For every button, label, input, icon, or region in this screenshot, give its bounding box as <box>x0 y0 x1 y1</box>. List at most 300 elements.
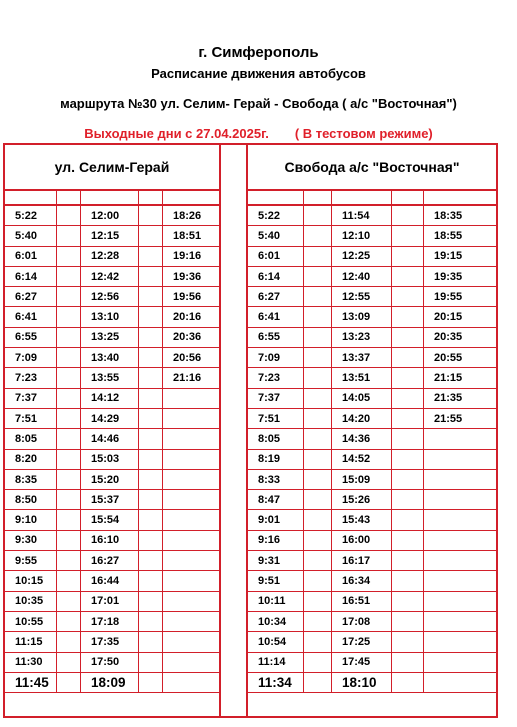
departure-time: 7:23 <box>5 368 57 387</box>
spacer-cell <box>57 287 81 306</box>
spacer-cell <box>139 206 163 225</box>
departure-time: 12:10 <box>332 226 392 245</box>
departure-time <box>424 592 496 611</box>
departure-time: 15:20 <box>81 470 139 489</box>
departure-time <box>163 389 219 408</box>
timetable-row <box>248 551 496 571</box>
spacer-cell <box>304 389 332 408</box>
departure-time: 14:36 <box>332 429 392 448</box>
timetable-row <box>248 490 496 510</box>
departure-time <box>163 632 219 651</box>
timetable-row <box>248 571 496 591</box>
departure-time: 14:12 <box>81 389 139 408</box>
departure-time: 9:16 <box>248 531 304 550</box>
departure-time: 6:14 <box>5 267 57 286</box>
timetable-row <box>5 307 219 327</box>
spacer-cell <box>304 490 332 509</box>
departure-time: 12:42 <box>81 267 139 286</box>
departure-time: 13:37 <box>332 348 392 367</box>
spacer-cell <box>57 612 81 631</box>
spacer-cell <box>392 191 424 204</box>
spacer-cell <box>57 450 81 469</box>
spacer-cell <box>392 348 424 367</box>
spacer-cell <box>57 429 81 448</box>
spacer-cell <box>139 429 163 448</box>
departure-time: 6:41 <box>248 307 304 326</box>
spacer-cell <box>392 490 424 509</box>
spacer-cell <box>304 328 332 347</box>
right-timetable <box>246 143 498 718</box>
departure-time <box>163 653 219 672</box>
departure-time: 12:28 <box>81 247 139 266</box>
departure-time: 12:00 <box>81 206 139 225</box>
timetable-row <box>248 470 496 490</box>
departure-time <box>424 653 496 672</box>
departure-time: 12:25 <box>332 247 392 266</box>
departure-time: 18:55 <box>434 229 463 242</box>
departure-time: 8:35 <box>5 470 57 489</box>
spacer-cell <box>139 632 163 651</box>
departure-time <box>424 551 496 570</box>
spacer-cell <box>304 368 332 387</box>
spacer-cell <box>139 389 163 408</box>
departure-time: 6:27 <box>248 287 304 306</box>
spacer-cell <box>304 531 332 550</box>
timetable-row <box>5 287 219 307</box>
departure-time: 19:15 <box>434 250 463 263</box>
spacer-cell <box>139 571 163 590</box>
spacer-cell <box>81 191 139 204</box>
right-timetable-title: Свобода а/с "Восточная" <box>248 145 496 191</box>
spacer-cell <box>139 592 163 611</box>
spacer-cell <box>57 510 81 529</box>
spacer-cell <box>57 551 81 570</box>
departure-time: 16:44 <box>81 571 139 590</box>
departure-time: 14:52 <box>332 450 392 469</box>
right-timetable-grid <box>248 191 496 693</box>
departure-time: 17:01 <box>81 592 139 611</box>
spacer-cell <box>332 191 392 204</box>
spacer-cell <box>304 409 332 428</box>
spacer-cell <box>392 328 424 347</box>
departure-time: 9:01 <box>248 510 304 529</box>
spacer-cell <box>304 191 332 204</box>
departure-time <box>424 490 496 509</box>
departure-time: 7:09 <box>248 348 304 367</box>
departure-time: 20:36 <box>173 331 202 344</box>
spacer-cell <box>139 531 163 550</box>
spacer-cell <box>57 307 81 326</box>
city-title: г. Симферополь <box>198 44 319 61</box>
spacer-cell <box>392 510 424 529</box>
timetable-row <box>248 206 496 226</box>
departure-time: 12:40 <box>332 267 392 286</box>
departure-time <box>163 673 219 692</box>
timetable-row <box>5 632 219 652</box>
spacer-cell <box>392 612 424 631</box>
table-divider <box>221 143 246 718</box>
departure-time: 16:00 <box>332 531 392 550</box>
departure-time <box>424 612 496 631</box>
spacer-cell <box>304 267 332 286</box>
departure-time: 8:33 <box>248 470 304 489</box>
spacer-cell <box>139 612 163 631</box>
departure-time: 15:03 <box>81 450 139 469</box>
departure-time: 8:19 <box>248 450 304 469</box>
departure-time <box>163 450 219 469</box>
departure-time: 21:35 <box>434 392 463 405</box>
departure-time: 13:51 <box>332 368 392 387</box>
timetable-row <box>5 429 219 449</box>
departure-time: 10:54 <box>248 632 304 651</box>
departure-time: 6:41 <box>5 307 57 326</box>
schedule-title: Расписание движения автобусов <box>151 66 366 81</box>
spacer-cell <box>139 307 163 326</box>
header-spacer-row <box>5 191 219 206</box>
departure-time: 13:55 <box>81 368 139 387</box>
departure-time: 17:35 <box>81 632 139 651</box>
departure-time: 16:17 <box>332 551 392 570</box>
departure-time: 14:29 <box>81 409 139 428</box>
departure-time <box>163 612 219 631</box>
spacer-cell <box>304 632 332 651</box>
timetable-row <box>5 328 219 348</box>
departure-time: 8:50 <box>5 490 57 509</box>
departure-time: 11:45 <box>5 673 57 692</box>
departure-time: 19:36 <box>173 270 202 283</box>
departure-time: 7:37 <box>5 389 57 408</box>
spacer-cell <box>57 206 81 225</box>
spacer-cell <box>57 348 81 367</box>
spacer-cell <box>139 450 163 469</box>
departure-time: 11:30 <box>5 653 57 672</box>
spacer-cell <box>392 267 424 286</box>
spacer-cell <box>392 368 424 387</box>
departure-time: 10:34 <box>248 612 304 631</box>
departure-time: 15:26 <box>332 490 392 509</box>
departure-time: 9:30 <box>5 531 57 550</box>
timetable-row <box>5 653 219 673</box>
spacer-cell <box>392 551 424 570</box>
departure-time: 9:55 <box>5 551 57 570</box>
departure-time: 6:55 <box>5 328 57 347</box>
departure-time: 5:22 <box>248 206 304 225</box>
timetable-row <box>248 653 496 673</box>
departure-time: 18:26 <box>173 209 202 222</box>
departure-time: 7:51 <box>248 409 304 428</box>
spacer-cell <box>57 673 81 692</box>
departure-time: 7:51 <box>5 409 57 428</box>
departure-time <box>424 450 496 469</box>
spacer-cell <box>392 450 424 469</box>
departure-time: 19:56 <box>173 290 202 303</box>
timetable-row <box>248 267 496 287</box>
departure-time: 6:27 <box>5 287 57 306</box>
departure-time: 6:01 <box>248 247 304 266</box>
departure-time: 20:15 <box>434 311 463 324</box>
spacer-cell <box>139 368 163 387</box>
spacer-cell <box>304 307 332 326</box>
departure-time: 6:01 <box>5 247 57 266</box>
departure-time: 5:40 <box>248 226 304 245</box>
timetable-row <box>248 247 496 267</box>
departure-time <box>163 551 219 570</box>
departure-time: 16:10 <box>81 531 139 550</box>
timetable-row <box>248 612 496 632</box>
departure-time: 20:55 <box>434 351 463 364</box>
spacer-cell <box>139 247 163 266</box>
departure-time: 12:56 <box>81 287 139 306</box>
timetable-row <box>5 368 219 388</box>
departure-time <box>424 571 496 590</box>
timetable-row <box>248 531 496 551</box>
spacer-cell <box>139 191 163 204</box>
spacer-cell <box>139 226 163 245</box>
departure-time: 18:51 <box>173 229 202 242</box>
spacer-cell <box>304 551 332 570</box>
spacer-cell <box>57 191 81 204</box>
spacer-cell <box>57 490 81 509</box>
timetable-row <box>248 673 496 693</box>
timetable-row <box>248 429 496 449</box>
spacer-cell <box>139 470 163 489</box>
spacer-cell <box>304 673 332 692</box>
spacer-cell <box>392 429 424 448</box>
departure-time: 8:05 <box>248 429 304 448</box>
spacer-cell <box>139 348 163 367</box>
departure-time: 9:51 <box>248 571 304 590</box>
header-spacer-row <box>248 191 496 206</box>
spacer-cell <box>57 267 81 286</box>
timetable-row <box>5 450 219 470</box>
spacer-cell <box>392 287 424 306</box>
departure-time: 12:15 <box>81 226 139 245</box>
departure-time: 14:20 <box>332 409 392 428</box>
departure-time: 10:35 <box>5 592 57 611</box>
timetable-row <box>5 510 219 530</box>
departure-time <box>424 470 496 489</box>
departure-time: 17:18 <box>81 612 139 631</box>
spacer-cell <box>304 247 332 266</box>
departure-time: 8:05 <box>5 429 57 448</box>
departure-time: 5:22 <box>5 206 57 225</box>
spacer-cell <box>57 409 81 428</box>
departure-time: 17:45 <box>332 653 392 672</box>
timetable-row <box>5 389 219 409</box>
left-timetable <box>3 143 221 718</box>
spacer-cell <box>304 571 332 590</box>
departure-time: 15:37 <box>81 490 139 509</box>
departure-time: 20:35 <box>434 331 463 344</box>
departure-time: 8:20 <box>5 450 57 469</box>
spacer-cell <box>304 470 332 489</box>
departure-time: 14:05 <box>332 389 392 408</box>
spacer-cell <box>248 191 304 204</box>
departure-time: 17:50 <box>81 653 139 672</box>
spacer-cell <box>5 191 57 204</box>
spacer-cell <box>304 510 332 529</box>
departure-time: 17:25 <box>332 632 392 651</box>
departure-time: 12:55 <box>332 287 392 306</box>
spacer-cell <box>57 247 81 266</box>
spacer-cell <box>392 226 424 245</box>
departure-time: 16:51 <box>332 592 392 611</box>
departure-time: 16:27 <box>81 551 139 570</box>
departure-time: 13:23 <box>332 328 392 347</box>
departure-time: 7:23 <box>248 368 304 387</box>
spacer-cell <box>424 191 496 204</box>
timetable-row <box>248 592 496 612</box>
departure-time: 16:34 <box>332 571 392 590</box>
departure-time <box>163 531 219 550</box>
departure-time: 18:09 <box>81 673 139 692</box>
spacer-cell <box>57 368 81 387</box>
spacer-cell <box>139 328 163 347</box>
departure-time: 18:10 <box>332 673 392 692</box>
spacer-cell <box>304 206 332 225</box>
departure-time: 21:55 <box>434 412 463 425</box>
spacer-cell <box>304 429 332 448</box>
left-timetable-title: ул. Селим-Герай <box>5 145 219 191</box>
departure-time: 17:08 <box>332 612 392 631</box>
spacer-cell <box>304 287 332 306</box>
spacer-cell <box>139 267 163 286</box>
left-timetable-grid <box>5 191 219 693</box>
timetable-row <box>5 612 219 632</box>
timetable-row <box>248 450 496 470</box>
departure-time <box>163 510 219 529</box>
departure-time: 9:31 <box>248 551 304 570</box>
spacer-cell <box>304 450 332 469</box>
spacer-cell <box>139 409 163 428</box>
departure-time: 18:35 <box>434 209 463 222</box>
departure-time: 14:46 <box>81 429 139 448</box>
spacer-cell <box>392 653 424 672</box>
departure-time: 20:16 <box>173 311 202 324</box>
route-title: маршрута №30 ул. Селим- Герай - Свобода ( а/с "Восточная") <box>60 96 457 111</box>
timetable-row <box>248 368 496 388</box>
spacer-cell <box>392 592 424 611</box>
timetable-row <box>248 307 496 327</box>
departure-time: 8:47 <box>248 490 304 509</box>
timetable-row <box>5 409 219 429</box>
spacer-cell <box>139 653 163 672</box>
timetable-row <box>5 226 219 246</box>
timetable-row <box>5 348 219 368</box>
departure-time: 10:11 <box>248 592 304 611</box>
departure-time: 10:15 <box>5 571 57 590</box>
timetable-row <box>5 267 219 287</box>
departure-time: 15:09 <box>332 470 392 489</box>
departure-time: 5:40 <box>5 226 57 245</box>
timetable-row <box>248 409 496 429</box>
timetable-row <box>248 226 496 246</box>
departure-time: 13:09 <box>332 307 392 326</box>
departure-time <box>424 531 496 550</box>
timetable-row <box>5 531 219 551</box>
spacer-cell <box>392 389 424 408</box>
timetable-row <box>5 490 219 510</box>
departure-time <box>163 571 219 590</box>
spacer-cell <box>392 247 424 266</box>
departure-time <box>163 409 219 428</box>
departure-time: 11:15 <box>5 632 57 651</box>
departure-time: 11:14 <box>248 653 304 672</box>
spacer-cell <box>57 328 81 347</box>
spacer-cell <box>57 632 81 651</box>
timetable-row <box>5 206 219 226</box>
departure-time: 15:54 <box>81 510 139 529</box>
timetable-row <box>248 632 496 652</box>
spacer-cell <box>57 653 81 672</box>
timetable-row <box>5 551 219 571</box>
departure-time: 11:54 <box>332 206 392 225</box>
departure-time: 6:55 <box>248 328 304 347</box>
spacer-cell <box>392 632 424 651</box>
timetable-row <box>248 348 496 368</box>
days-label: Выходные дни с 27.04.2025г. <box>84 126 269 141</box>
timetable-row <box>5 470 219 490</box>
departure-time: 13:25 <box>81 328 139 347</box>
spacer-cell <box>304 226 332 245</box>
timetable-row <box>5 247 219 267</box>
spacer-cell <box>57 470 81 489</box>
spacer-cell <box>139 510 163 529</box>
spacer-cell <box>392 673 424 692</box>
spacer-cell <box>392 571 424 590</box>
departure-time: 21:16 <box>173 372 202 385</box>
departure-time: 10:55 <box>5 612 57 631</box>
spacer-cell <box>57 531 81 550</box>
departure-time <box>163 592 219 611</box>
spacer-cell <box>57 571 81 590</box>
departure-time <box>424 632 496 651</box>
spacer-cell <box>392 206 424 225</box>
departure-time <box>424 673 496 692</box>
departure-time: 19:55 <box>434 290 463 303</box>
departure-time: 6:14 <box>248 267 304 286</box>
spacer-cell <box>139 287 163 306</box>
departure-time <box>163 490 219 509</box>
spacer-cell <box>57 592 81 611</box>
spacer-cell <box>304 653 332 672</box>
departure-time: 15:43 <box>332 510 392 529</box>
spacer-cell <box>392 409 424 428</box>
departure-time: 9:10 <box>5 510 57 529</box>
timetable-row <box>248 510 496 530</box>
departure-time: 19:16 <box>173 250 202 263</box>
departure-time <box>163 470 219 489</box>
timetable-row <box>248 287 496 307</box>
departure-time: 11:34 <box>248 673 304 692</box>
days-notice <box>0 126 517 141</box>
departure-time: 20:56 <box>173 351 202 364</box>
timetable-row <box>5 592 219 612</box>
timetable-row <box>248 328 496 348</box>
spacer-cell <box>139 673 163 692</box>
departure-time: 13:40 <box>81 348 139 367</box>
spacer-cell <box>57 389 81 408</box>
departure-time: 19:35 <box>434 270 463 283</box>
departure-time: 13:10 <box>81 307 139 326</box>
departure-time <box>424 510 496 529</box>
spacer-cell <box>304 592 332 611</box>
spacer-cell <box>392 307 424 326</box>
mode-label: ( В тестовом режиме) <box>294 126 433 141</box>
departure-time: 7:09 <box>5 348 57 367</box>
departure-time <box>163 429 219 448</box>
spacer-cell <box>304 348 332 367</box>
